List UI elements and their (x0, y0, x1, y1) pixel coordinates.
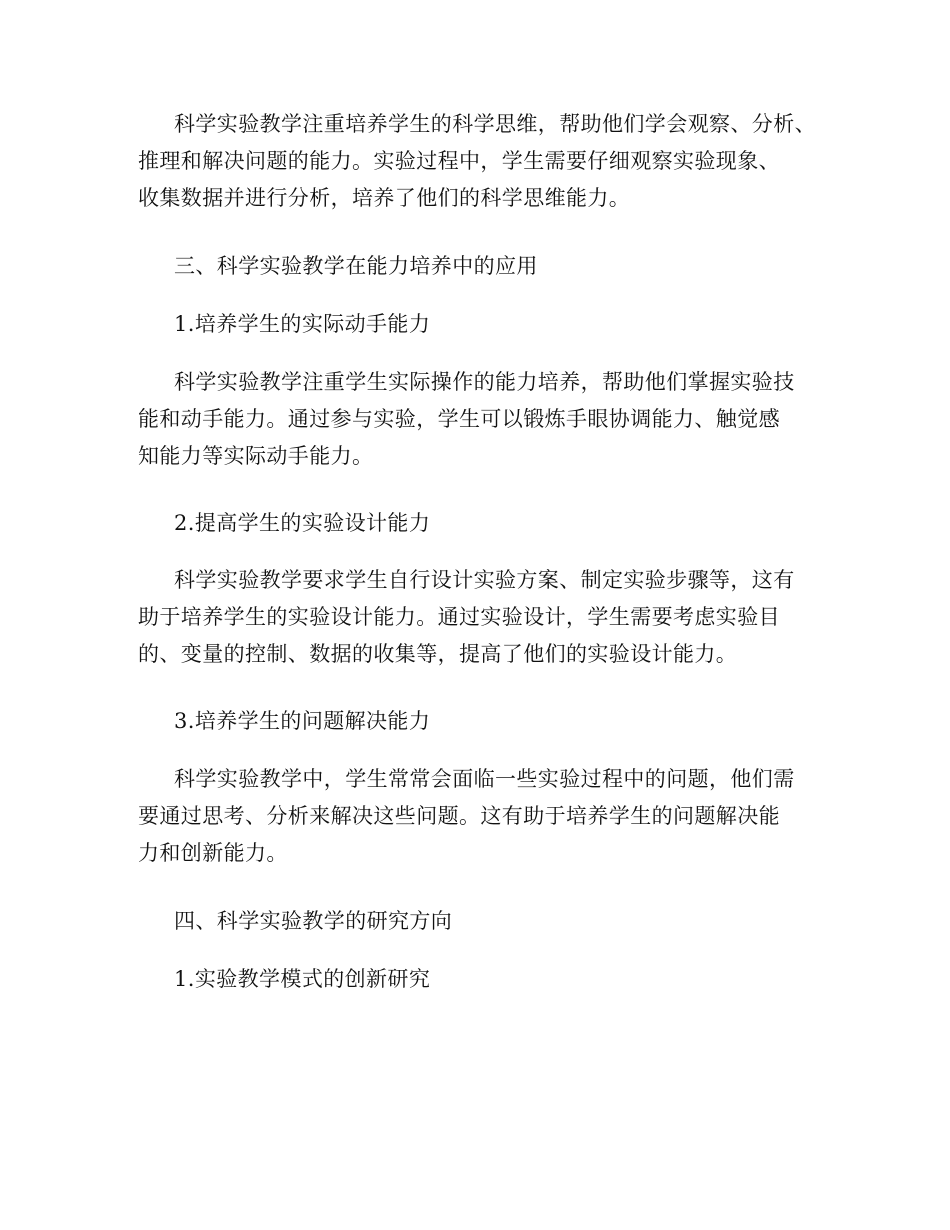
section-heading (138, 903, 818, 940)
body-paragraph (138, 761, 818, 872)
subsection-heading (138, 961, 818, 998)
body-paragraph (138, 562, 818, 673)
paragraph-line: 科学实验教学要求学生自行设计实验方案、制定实验步骤等，这有 (174, 568, 795, 592)
body-paragraph (138, 106, 818, 217)
subsection-heading (138, 505, 818, 542)
heading-text: 1.实验教学模式的创新研究 (174, 967, 431, 991)
paragraph-line: 能和动手能力。通过参与实验，学生可以锻炼手眼协调能力、触觉感 (138, 407, 780, 431)
subsection-heading (138, 703, 818, 740)
paragraph-line: 的、变量的控制、数据的收集等，提高了他们的实验设计能力。 (138, 642, 738, 666)
paragraph-line: 科学实验教学中，学生常常会面临一些实验过程中的问题，他们需 (174, 767, 795, 791)
heading-text: 3.培养学生的问题解决能力 (174, 709, 431, 733)
paragraph-line: 知能力等实际动手能力。 (138, 444, 374, 468)
paragraph-line: 科学实验教学注重培养学生的科学思维，帮助他们学会观察、分析、 (174, 112, 816, 136)
paragraph-line: 助于培养学生的实验设计能力。通过实验设计，学生需要考虑实验目 (138, 605, 780, 629)
body-paragraph (138, 364, 818, 475)
paragraph-line: 推理和解决问题的能力。实验过程中，学生需要仔细观察实验现象、 (138, 149, 780, 173)
heading-text: 四、科学实验教学的研究方向 (174, 909, 453, 933)
paragraph-line: 收集数据并进行分析，培养了他们的科学思维能力。 (138, 186, 631, 210)
heading-text: 三、科学实验教学在能力培养中的应用 (174, 254, 538, 278)
paragraph-line: 科学实验教学注重学生实际操作的能力培养，帮助他们掌握实验技 (174, 370, 795, 394)
paragraph-line: 力和创新能力。 (138, 841, 288, 865)
paragraph-line: 要通过思考、分析来解决这些问题。这有助于培养学生的问题解决能 (138, 804, 780, 828)
subsection-heading (138, 306, 818, 343)
heading-text: 1.培养学生的实际动手能力 (174, 312, 431, 336)
heading-text: 2.提高学生的实验设计能力 (174, 511, 431, 535)
section-heading (138, 248, 818, 285)
